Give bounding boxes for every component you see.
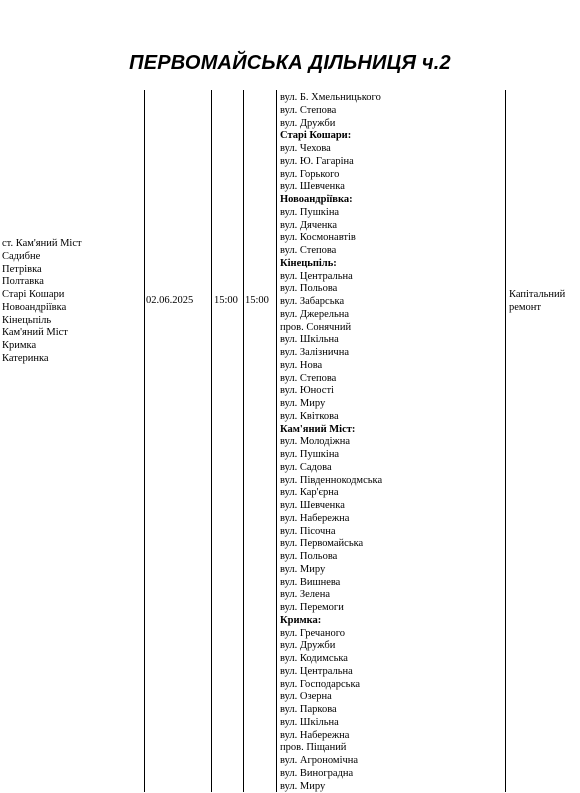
street-item: вул. Юності [280,385,504,398]
street-item: вул. Миру [280,564,504,577]
streets-cell [280,92,504,793]
street-item: вул. Гречаного [280,628,504,641]
street-item: вул. Виноградна [280,768,504,781]
column-divider [276,90,277,792]
end-time-cell: 15:00 [245,295,275,308]
page-title: ПЕРВОМАЙСЬКА ДІЛЬНИЦЯ ч.2 [0,52,580,75]
date-cell: 02.06.2025 [146,295,210,308]
column-divider [243,90,244,792]
street-item: пров. Сонячний [280,322,504,335]
street-item: вул. Дружби [280,118,504,131]
street-item: вул. Степова [280,105,504,118]
settlement-item: Кам'яний Міст [2,327,140,340]
street-item: вул. Ю. Гагаріна [280,156,504,169]
settlement-item: Полтавка [2,276,140,289]
village-header: Кам'яний Міст: [280,424,504,437]
column-divider [505,90,506,792]
street-item: вул. Набережна [280,513,504,526]
street-item: вул. Перемоги [280,602,504,615]
column-divider [144,90,145,792]
settlement-item: Новоандріївка [2,302,140,315]
street-item: вул. Б. Хмельницького [280,92,504,105]
village-header: Старі Кошари: [280,130,504,143]
street-item: вул. Шевченка [280,500,504,513]
street-item: вул. Забарська [280,296,504,309]
street-item: вул. Степова [280,373,504,386]
street-item: вул. Джерельна [280,309,504,322]
street-item: вул. Вишнева [280,577,504,590]
street-item: вул. Квіткова [280,411,504,424]
street-item: вул. Кар'єрна [280,487,504,500]
start-time-cell: 15:00 [214,295,242,308]
street-item: вул. Кодимська [280,653,504,666]
settlement-item: Кінецьпіль [2,315,140,328]
street-item: вул. Озерна [280,691,504,704]
settlement-item: ст. Кам'яний Міст [2,238,140,251]
street-item: вул. Миру [280,781,504,793]
street-item: вул. Нова [280,360,504,373]
reason-cell: Капітальний ремонт [509,289,579,315]
settlement-item: Катеринка [2,353,140,366]
street-item: вул. Центральна [280,666,504,679]
street-item: вул. Первомайська [280,538,504,551]
street-item: вул. Паркова [280,704,504,717]
street-item: вул. Космонавтів [280,232,504,245]
street-item: вул. Пушкіна [280,207,504,220]
street-item: пров. Піщаний [280,742,504,755]
street-item: вул. Набережна [280,730,504,743]
settlement-item: Петрівка [2,264,140,277]
street-item: вул. Миру [280,398,504,411]
street-item: вул. Горького [280,169,504,182]
street-item: вул. Чехова [280,143,504,156]
column-divider [211,90,212,792]
street-item: вул. Шкільна [280,717,504,730]
village-header: Кримка: [280,615,504,628]
village-header: Кінецьпіль: [280,258,504,271]
street-item: вул. Агрономічна [280,755,504,768]
street-item: вул. Центральна [280,271,504,284]
street-item: вул. Молодіжна [280,436,504,449]
street-item: вул. Пісочна [280,526,504,539]
street-item: вул. Дяченка [280,220,504,233]
settlement-item: Кримка [2,340,140,353]
street-item: вул. Дружби [280,640,504,653]
street-item: вул. Садова [280,462,504,475]
street-item: вул. Південнокодмська [280,475,504,488]
street-item: вул. Шевченка [280,181,504,194]
settlements-cell [2,238,140,366]
street-item: вул. Зелена [280,589,504,602]
street-item: вул. Залізнична [280,347,504,360]
settlement-item: Старі Кошари [2,289,140,302]
street-item: вул. Шкільна [280,334,504,347]
street-item: вул. Польова [280,551,504,564]
street-item: вул. Степова [280,245,504,258]
village-header: Новоандріївка: [280,194,504,207]
street-item: вул. Пушкіна [280,449,504,462]
street-item: вул. Господарська [280,679,504,692]
settlement-item: Садибне [2,251,140,264]
street-item: вул. Польова [280,283,504,296]
